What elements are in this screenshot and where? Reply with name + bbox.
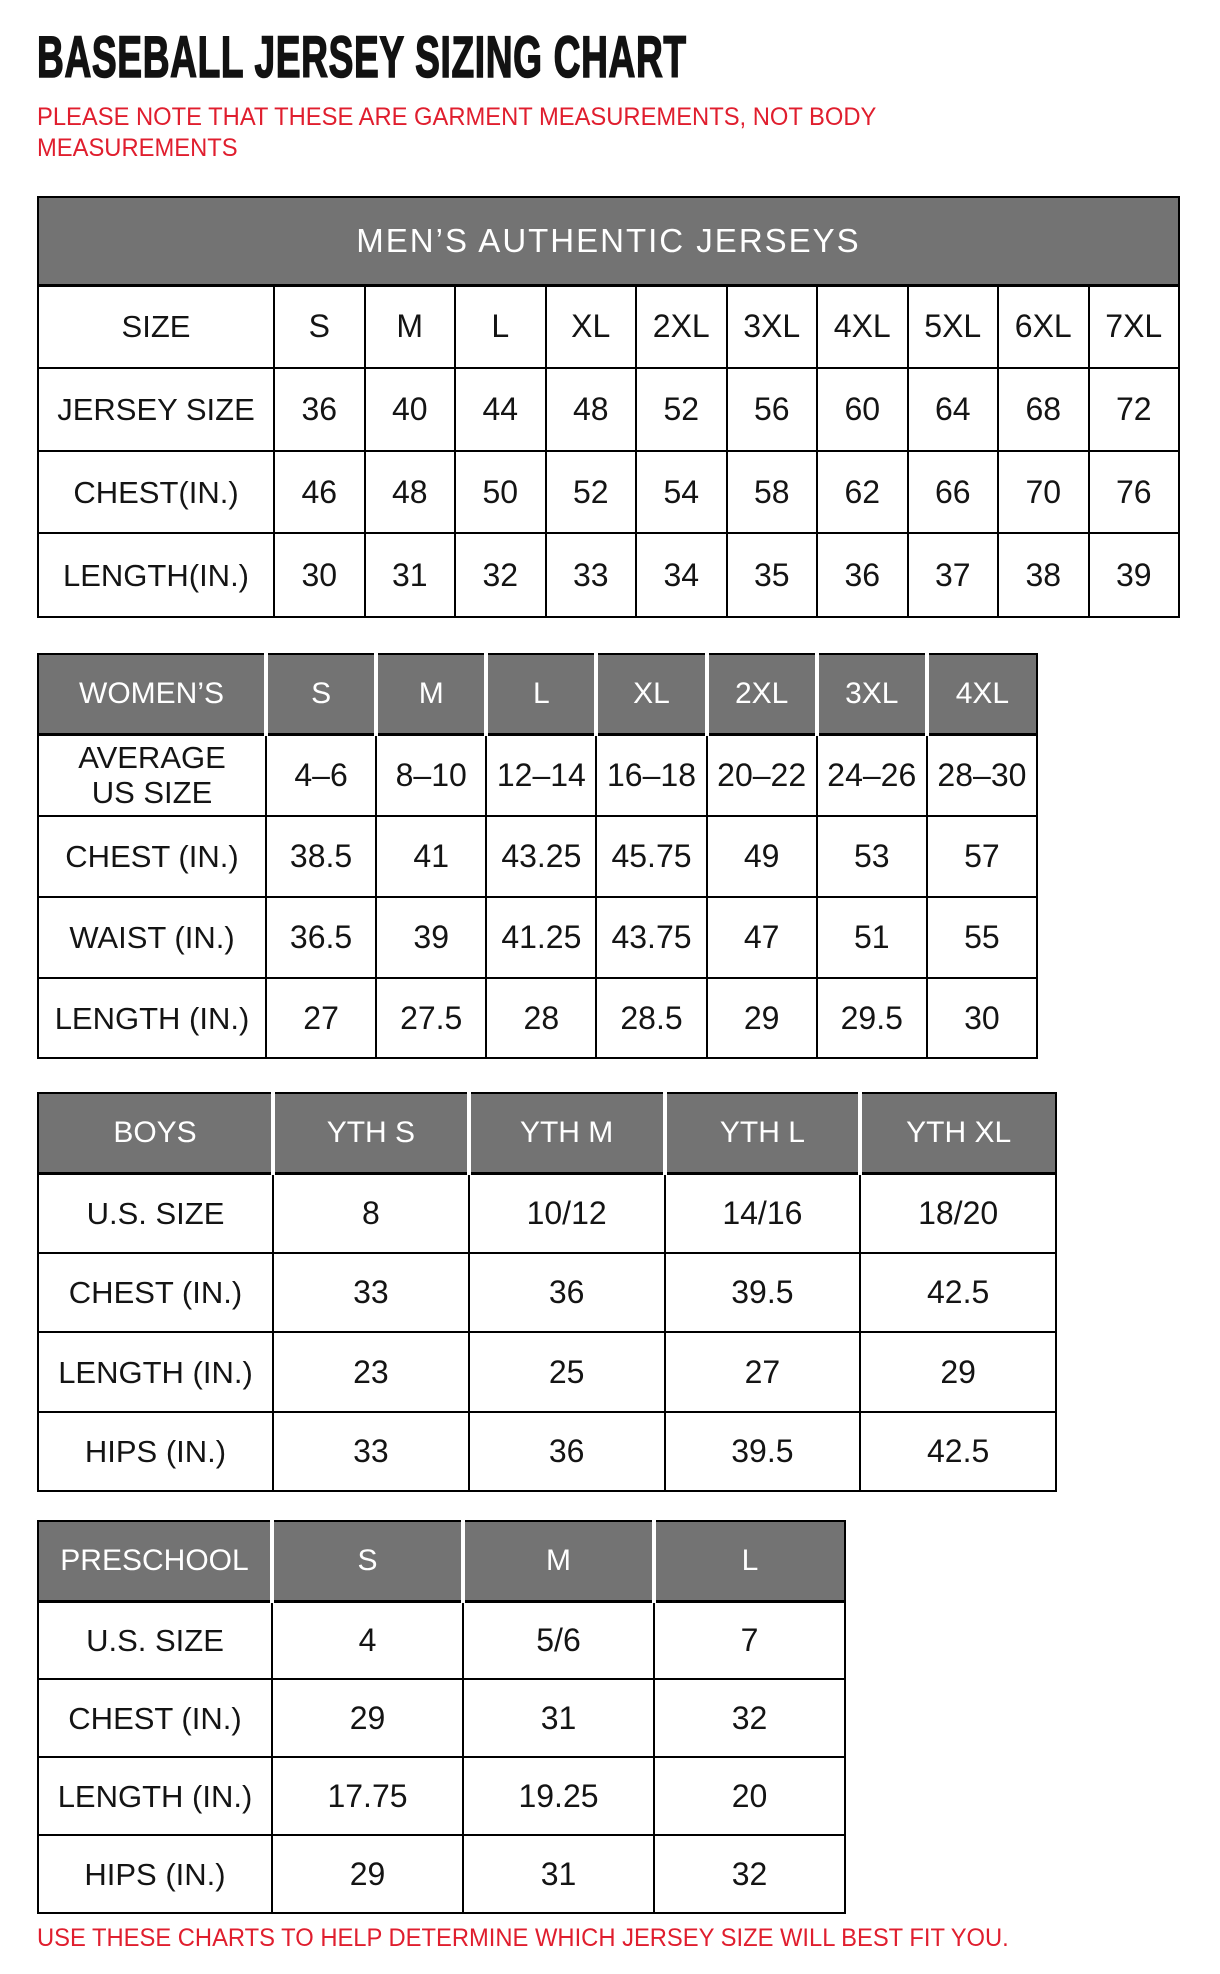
row-label-line: AVERAGE — [78, 740, 226, 776]
value-cell: 29 — [272, 1679, 463, 1757]
value-cell: 38.5 — [266, 816, 376, 897]
value-cell: 66 — [908, 451, 999, 533]
column-header-cell: S — [272, 1521, 463, 1601]
row-label-cell — [38, 734, 266, 816]
row-label-cell — [38, 285, 274, 368]
value-cell: 39.5 — [665, 1412, 861, 1491]
value-cell: 31 — [463, 1835, 654, 1913]
note-line-2: MEASUREMENTS — [37, 134, 238, 162]
value-cell: 7 — [654, 1601, 845, 1679]
value-cell: 31 — [365, 533, 456, 617]
womens-sizing-table — [37, 653, 1038, 1059]
row-label-line: LENGTH(IN.) — [63, 557, 249, 593]
row-label-line: WAIST (IN.) — [69, 920, 235, 955]
row-label-cell — [38, 978, 266, 1058]
column-header-cell: 2XL — [707, 654, 817, 734]
row-label-line: LENGTH (IN.) — [57, 1778, 253, 1814]
row-label-line: U.S. SIZE — [86, 1622, 224, 1658]
row-label-line: HIPS (IN.) — [84, 1856, 226, 1892]
row-label-cell — [38, 1253, 273, 1332]
table-banner: MEN’S AUTHENTIC JERSEYS — [38, 197, 1179, 285]
value-cell: 41 — [376, 816, 486, 897]
value-cell: 42.5 — [860, 1253, 1056, 1332]
row-label-line: CHEST (IN.) — [68, 1700, 242, 1736]
value-cell: 54 — [636, 451, 727, 533]
value-cell: 36 — [274, 368, 365, 451]
value-cell: 28.5 — [596, 978, 706, 1058]
value-cell: 52 — [546, 451, 637, 533]
value-cell: 64 — [908, 368, 999, 451]
value-cell: 32 — [455, 533, 546, 617]
row-label-cell — [38, 816, 266, 897]
value-cell: 2XL — [636, 285, 727, 368]
column-header-cell: YTH S — [273, 1093, 469, 1173]
value-cell: 6XL — [998, 285, 1089, 368]
boys-sizing-table — [37, 1092, 1057, 1492]
value-cell: 31 — [463, 1679, 654, 1757]
value-cell: 32 — [654, 1679, 845, 1757]
column-header-cell: L — [654, 1521, 845, 1601]
row-label-cell — [38, 1757, 272, 1835]
value-cell: 57 — [927, 816, 1037, 897]
value-cell: 55 — [927, 897, 1037, 978]
value-cell: 29.5 — [817, 978, 927, 1058]
row-label-line: CHEST(IN.) — [73, 474, 239, 510]
row-label-line: SIZE — [121, 309, 191, 345]
row-label-cell — [38, 1173, 273, 1253]
value-cell: 60 — [817, 368, 908, 451]
row-label-line: LENGTH (IN.) — [54, 1000, 250, 1036]
fit-advice-note: USE THESE CHARTS TO HELP DETERMINE WHICH JERSEY SIZE WILL BEST FIT YOU. — [37, 1924, 1009, 1952]
value-cell: L — [455, 285, 546, 368]
value-cell: 3XL — [727, 285, 818, 368]
row-label-cell — [38, 1412, 273, 1491]
value-cell: 44 — [455, 368, 546, 451]
value-cell: 42.5 — [860, 1412, 1056, 1491]
column-header-cell: WOMEN’S — [38, 654, 266, 734]
value-cell: 70 — [998, 451, 1089, 533]
column-header-cell: M — [463, 1521, 654, 1601]
row-label-line: HIPS (IN.) — [84, 1434, 227, 1469]
column-header-cell: YTH XL — [860, 1093, 1056, 1173]
value-cell: 34 — [636, 533, 727, 617]
value-cell: 4XL — [817, 285, 908, 368]
value-cell: 28–30 — [927, 734, 1037, 816]
row-label-line: JERSEY SIZE — [57, 392, 255, 427]
value-cell: 45.75 — [596, 816, 706, 897]
value-cell: 27.5 — [376, 978, 486, 1058]
value-cell: 40 — [365, 368, 456, 451]
value-cell: 30 — [274, 533, 365, 617]
value-cell: 56 — [727, 368, 818, 451]
value-cell: 14/16 — [665, 1173, 861, 1253]
value-cell: 19.25 — [463, 1757, 654, 1835]
value-cell: 53 — [817, 816, 927, 897]
value-cell: 76 — [1089, 451, 1180, 533]
row-label-cell — [38, 1601, 272, 1679]
value-cell: 62 — [817, 451, 908, 533]
value-cell: 52 — [636, 368, 727, 451]
value-cell: M — [365, 285, 456, 368]
column-header-cell: 3XL — [817, 654, 927, 734]
value-cell: 39 — [1089, 533, 1180, 617]
column-header-cell: S — [266, 654, 376, 734]
row-label-line: CHEST (IN.) — [68, 1275, 243, 1310]
value-cell: 5/6 — [463, 1601, 654, 1679]
value-cell: 33 — [546, 533, 637, 617]
row-label-cell — [38, 533, 274, 617]
row-label-line: US SIZE — [91, 775, 213, 811]
value-cell: 27 — [665, 1332, 861, 1412]
page-title: BASEBALL JERSEY SIZING CHART — [37, 25, 687, 90]
value-cell: 24–26 — [817, 734, 927, 816]
value-cell: 18/20 — [860, 1173, 1056, 1253]
row-label-line: U.S. SIZE — [86, 1195, 225, 1231]
value-cell: 5XL — [908, 285, 999, 368]
value-cell: 25 — [469, 1332, 665, 1412]
column-header-cell: 4XL — [927, 654, 1037, 734]
value-cell: 36 — [469, 1412, 665, 1491]
value-cell: 12–14 — [486, 734, 596, 816]
value-cell: 36 — [817, 533, 908, 617]
row-label-cell — [38, 897, 266, 978]
value-cell: 47 — [707, 897, 817, 978]
column-header-cell: L — [486, 654, 596, 734]
value-cell: 8 — [273, 1173, 469, 1253]
value-cell: 28 — [486, 978, 596, 1058]
value-cell: 58 — [727, 451, 818, 533]
value-cell: 29 — [272, 1835, 463, 1913]
column-header-cell: YTH L — [665, 1093, 861, 1173]
value-cell: 33 — [273, 1253, 469, 1332]
value-cell: 30 — [927, 978, 1037, 1058]
value-cell: 20 — [654, 1757, 845, 1835]
value-cell: 35 — [727, 533, 818, 617]
value-cell: 37 — [908, 533, 999, 617]
row-label-line: CHEST (IN.) — [65, 839, 239, 874]
value-cell: 48 — [546, 368, 637, 451]
value-cell: 39.5 — [665, 1253, 861, 1332]
value-cell: 36 — [469, 1253, 665, 1332]
row-label-cell — [38, 1679, 272, 1757]
column-header-cell: PRESCHOOL — [38, 1521, 272, 1601]
value-cell: 46 — [274, 451, 365, 533]
value-cell: 32 — [654, 1835, 845, 1913]
value-cell: 36.5 — [266, 897, 376, 978]
value-cell: 4 — [272, 1601, 463, 1679]
column-header-cell: YTH M — [469, 1093, 665, 1173]
column-header-cell: M — [376, 654, 486, 734]
value-cell: 43.75 — [596, 897, 706, 978]
value-cell: 8–10 — [376, 734, 486, 816]
value-cell: 41.25 — [486, 897, 596, 978]
value-cell: 49 — [707, 816, 817, 897]
value-cell: 29 — [707, 978, 817, 1058]
value-cell: 72 — [1089, 368, 1180, 451]
value-cell: 20–22 — [707, 734, 817, 816]
value-cell: 68 — [998, 368, 1089, 451]
row-label-cell — [38, 1835, 272, 1913]
column-header-cell: BOYS — [38, 1093, 273, 1173]
value-cell: 7XL — [1089, 285, 1180, 368]
value-cell: 23 — [273, 1332, 469, 1412]
value-cell: 48 — [365, 451, 456, 533]
row-label-line: LENGTH (IN.) — [58, 1354, 253, 1390]
value-cell: 4–6 — [266, 734, 376, 816]
value-cell: 27 — [266, 978, 376, 1058]
row-label-cell — [38, 451, 274, 533]
value-cell: 16–18 — [596, 734, 706, 816]
mens-sizing-table — [37, 196, 1180, 618]
value-cell: 33 — [273, 1412, 469, 1491]
value-cell: 51 — [817, 897, 927, 978]
row-label-cell — [38, 368, 274, 451]
note-line-1: PLEASE NOTE THAT THESE ARE GARMENT MEASUREMENTS, NOT BODY — [37, 103, 877, 131]
column-header-cell: XL — [596, 654, 706, 734]
value-cell: 10/12 — [469, 1173, 665, 1253]
row-label-cell — [38, 1332, 273, 1412]
preschool-sizing-table — [37, 1520, 846, 1914]
value-cell: 29 — [860, 1332, 1056, 1412]
value-cell: 50 — [455, 451, 546, 533]
value-cell: 17.75 — [272, 1757, 463, 1835]
value-cell: 43.25 — [486, 816, 596, 897]
value-cell: XL — [546, 285, 637, 368]
value-cell: 38 — [998, 533, 1089, 617]
garment-measurement-note — [37, 102, 876, 164]
value-cell: S — [274, 285, 365, 368]
value-cell: 39 — [376, 897, 486, 978]
